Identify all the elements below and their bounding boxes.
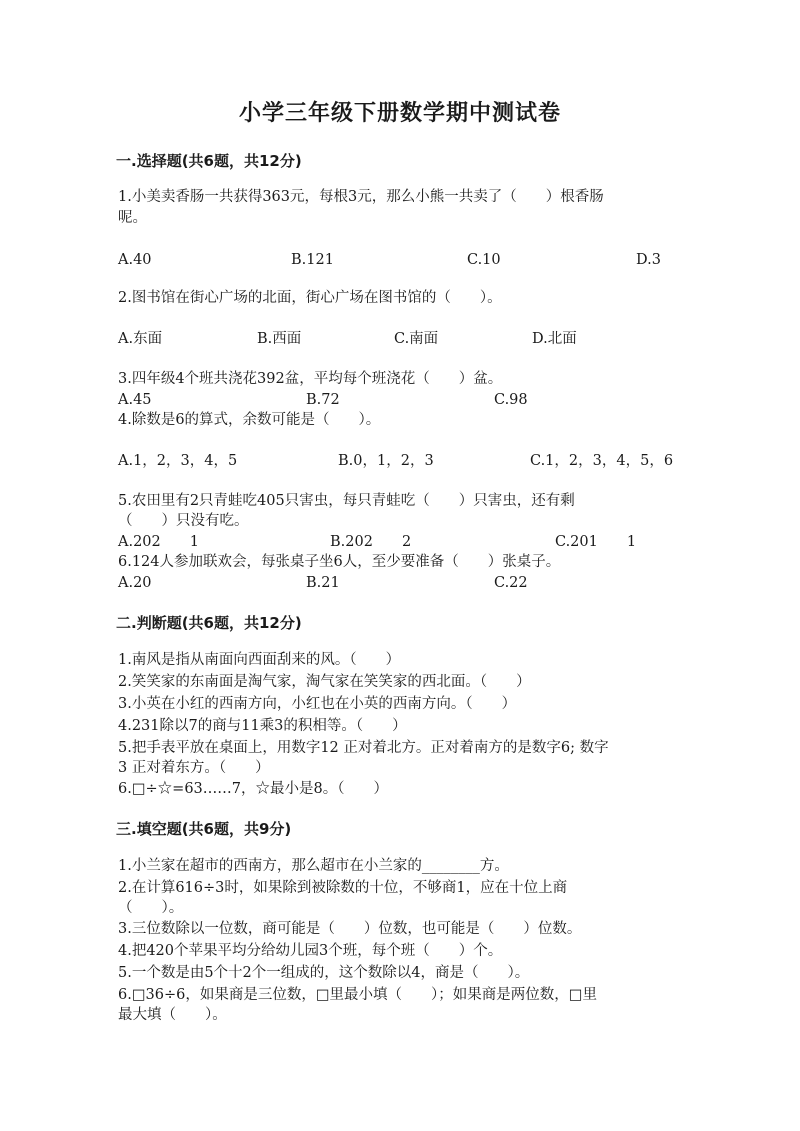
question-text: 6.□÷☆=63……7，☆最小是8。（ ） [118, 781, 388, 797]
option-a: A.1，2，3，4，5 [118, 453, 238, 469]
section-heading-fill-blank: 三.填空题(共6题，共9分) [116, 820, 292, 838]
question-text: （ ）。 [118, 900, 184, 916]
option-c: C.1，2，3，4，5，6 [530, 453, 674, 469]
option-b: B.21 [306, 575, 340, 591]
option-c: C.98 [494, 392, 528, 408]
question-text: 5.把手表平放在桌面上，用数字12 正对着北方。正对着南方的是数字6; 数字 [118, 740, 609, 756]
option-d: D.3 [636, 252, 661, 268]
option-a: A.东面 [118, 331, 163, 347]
question-text: 5.农田里有2只青蛙吃405只害虫，每只青蛙吃（ ）只害虫，还有剩 [118, 493, 575, 509]
option-b: B.202 2 [330, 534, 412, 550]
option-c: C.22 [494, 575, 528, 591]
question-text: 6.□36÷6，如果商是三位数，□里最小填（ ）；如果商是两位数，□里 [118, 987, 598, 1003]
question-text: 3 正对着东方。（ ） [118, 760, 270, 776]
option-c: C.南面 [394, 331, 439, 347]
question-text: 1.南风是指从南面向西面刮来的风。（ ） [118, 652, 401, 668]
section-heading-choice: 一.选择题(共6题，共12分) [116, 152, 302, 170]
question-text: 6.124人参加联欢会，每张桌子坐6人，至少要准备（ ）张桌子。 [118, 554, 561, 570]
question-text: 3.小英在小红的西南方向，小红也在小英的西南方向。（ ） [118, 696, 517, 712]
question-text: 3.三位数除以一位数，商可能是（ ）位数，也可能是（ ）位数。 [118, 921, 582, 937]
option-a: A.45 [118, 392, 152, 408]
option-c: C.201 1 [555, 534, 637, 550]
question-text: 2.图书馆在街心广场的北面，街心广场在图书馆的（ ）。 [118, 290, 502, 306]
question-text: 2.笑笑家的东南面是淘气家，淘气家在笑笑家的西北面。（ ） [118, 674, 531, 690]
option-a: A.20 [118, 575, 152, 591]
option-b: B.121 [291, 252, 334, 268]
question-text: 4.把420个苹果平均分给幼儿园3个班，每个班（ ）个。 [118, 943, 503, 959]
question-text: 1.小兰家在超市的西南方，那么超市在小兰家的________方。 [118, 858, 509, 874]
question-text: 3.四年级4个班共浇花392盆，平均每个班浇花（ ）盆。 [118, 371, 503, 387]
question-text: 呢。 [118, 210, 147, 226]
option-b: B.72 [306, 392, 340, 408]
question-text: 2.在计算616÷3时，如果除到被除数的十位，不够商1，应在十位上商 [118, 880, 568, 896]
section-heading-judgment: 二.判断题(共6题，共12分) [116, 614, 302, 632]
question-text: 4.除数是6的算式，余数可能是（ ）。 [118, 412, 381, 428]
option-c: C.10 [467, 252, 501, 268]
question-text: 4.231除以7的商与11乘3的积相等。（ ） [118, 718, 407, 734]
question-text: （ ）只没有吃。 [118, 513, 249, 529]
question-text: 最大填（ ）。 [118, 1007, 227, 1023]
question-text: 1.小美卖香肠一共获得363元，每根3元，那么小熊一共卖了（ ）根香肠 [118, 189, 604, 205]
option-d: D.北面 [532, 331, 577, 347]
page-title: 小学三年级下册数学期中测试卷 [238, 101, 561, 126]
option-b: B.0，1，2，3 [338, 453, 434, 469]
option-b: B.西面 [257, 331, 302, 347]
option-a: A.202 1 [118, 534, 199, 550]
question-text: 5.一个数是由5个十2个一组成的，这个数除以4，商是（ ）。 [118, 965, 530, 981]
option-a: A.40 [118, 252, 152, 268]
